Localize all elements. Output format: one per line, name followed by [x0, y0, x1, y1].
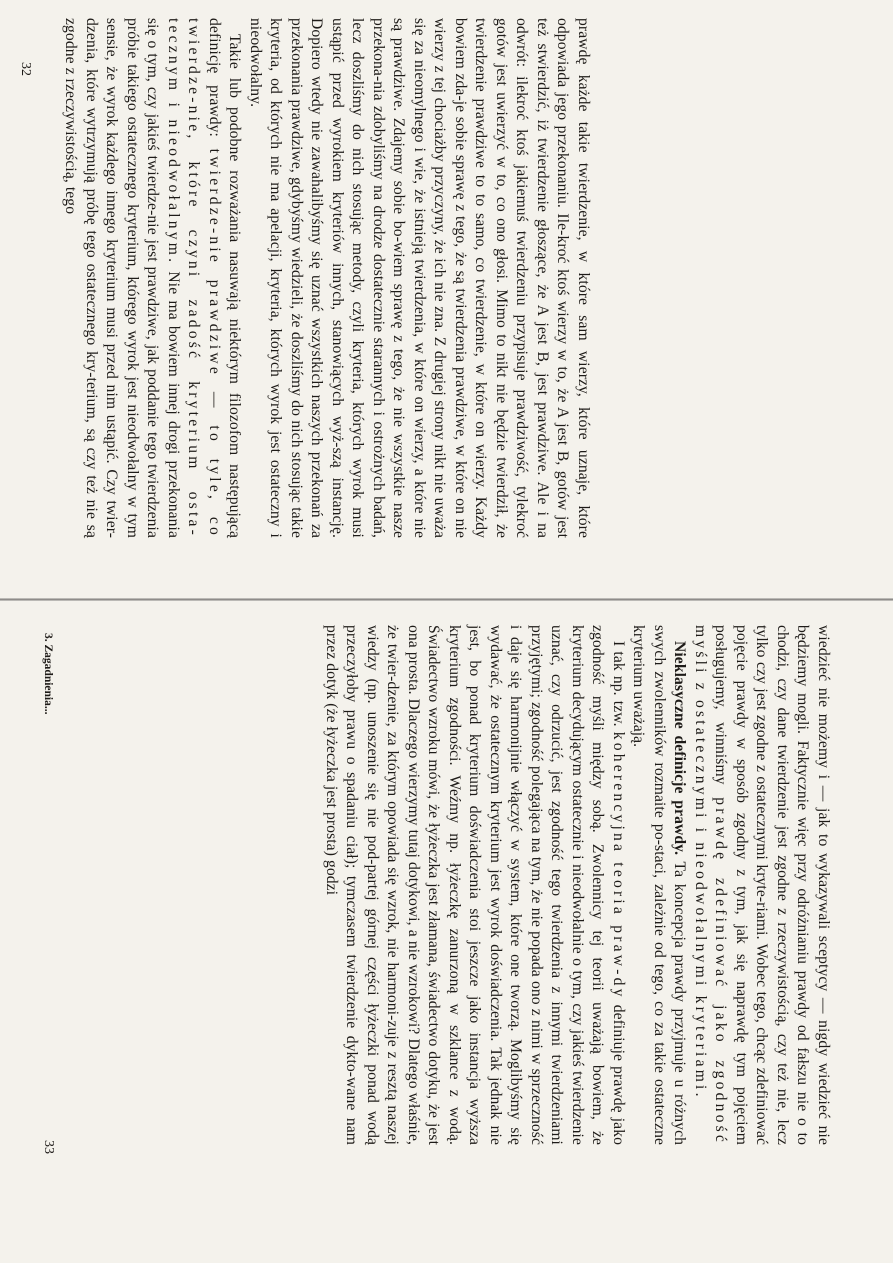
page-32-text [60, 18, 593, 538]
page-32-number-wrap [17, 62, 37, 76]
paragraph [690, 625, 834, 1145]
paragraph [60, 18, 245, 538]
paragraph [321, 625, 629, 1145]
text-run: wiedzieć nie możemy i — jak to wykazywali sceptycy — nigdy wiedzieć nie będziemy mogli. Faktycznie więc przy odróżnianiu prawdy od fałszu nie o to chodzi, czy dane twierdzenie jest zgodne z rzeczywistością, czy też nie, lecz tylko czy jest zgodne z ostatecznymi kryte-riami. Wobec tego, chcąc zdefiniować pojęcie prawdy w sposób zgodny z tym, jak się naprawdę tym pojęciem posługujemy, winniśmy [712, 625, 832, 1145]
page-number: 33 [41, 1140, 56, 1154]
text-run: I tak np. tzw. [610, 641, 627, 732]
paragraph [628, 625, 690, 1145]
text-run: Nie ma bowiem innej drogi przekonania się o tym, czy jakieś twierdze-nie jest prawdziwe, jak poddanie tego twierdzenia próbie takiego ostatecznego kryterium, którego wyrok jest nieodwołalny w tym sensie, że wyrok każdego innego kryterium musi przed nim ustąpić. Czy twier-dzenia, które wytrzymują próbę tego ostatecznego kry-terium, są czy też nie są zgodne z rzeczywistością, tego [62, 18, 182, 538]
page-33 [321, 625, 834, 1145]
section-heading: Nieklasyczne definicje prawdy. [671, 641, 689, 856]
spaced-emphasis: koherencyjna teoria praw-dy [610, 731, 627, 1000]
paragraph [245, 18, 594, 538]
spaced-emphasis: twierdze-nie prawdziwe — to tyle, co twierdze-nie, które czyni zadość kryterium osta-tecznym i nieodwołalnym. [165, 18, 223, 538]
page-32 [60, 18, 593, 538]
text-run: prawdę każde takie twierdzenie, w które sam wierzy, które uznaje, które odpowiada jego przekonaniu. Ile-kroć ktoś wierzy w to, że A jest B, gotów jest też stwierdzić, iż twierdzenie głoszące, że A jest B, jest prawdziwe. Ale i na odwrót: ilekroć ktoś jakiemuś twierdzeniu przypisuje prawdziwość, tylekroć gotów jest uwierzyć w to, co ono głosi. Mimo to nikt nie będzie twierdził, że twierdzenie prawdziwe to to samo, co twierdzenie, w które on wierzy. Każdy bowiem zda-je sobie sprawę z tego, że są twierdzenia prawdziwe, w które on nie wierzy z tej chociażby przyczyny, że ich nie zna. Z drugiej strony nikt nie uważa się za nieomylnego i wie, że istnieją twierdzenia, w które on wierzy, a które nie są prawdziwe. Zdajemy sobie bo-wiem sprawę z tego, że nie wszystkie nasze przekona-nia zdobyliśmy na drodze dostatecznie starannych i ostrożnych badań, lecz doszliśmy do nich stosując metody, czyli kryteria, których wyrok musi ustąpić przed wyrokiem kryteriów innych, stanowiących wyż-szą instancję. Dopiero wtedy nie zawahalibyśmy się uznać wszystkich naszych przekonań za przekonania prawdziwe, gdybyśmy wiedzieli, że doszliśmy do nich stosując takie kryteria, od których nie ma apelacji, kryteria, których wyrok jest ostateczny i nieodwołalny. [247, 18, 592, 538]
text-run: definiuje prawdę jako zgodność myśli między sobą. Zwolennicy tej teorii uważają bowiem, że kryterium decydującym ostatecznie i nieodwołalnie o tym, czy jakieś twierdzenie uznać, czy odrzucić, jest zgodność tego twierdzenia z innymi twierdzeniami przyjętymi; zgodność polegająca na tym, że nie popada ono z nimi w sprzeczność i daje się harmonijnie włączyć w system, które one tworzą. Moglibyśmy się wydawać, że ostatecznym kryterium jest wyrok doświadczenia. Tak jednak nie jest, bo ponad kryterium doświadczenia stoi jeszcze jako instancja wyższa kryterium zgodności. Weźmy np. łyżeczkę zanurzoną w szklance z wodą. Świadectwo wzroku mówi, że łyżeczka jest złamana, świadectwo dotyku, że jest ona prosta. Dlaczego wierzymy tutaj dotykowi, a nie wzrokowi? Dlatego właśnie, że twier-dzenie, za którym opowiada się wzrok, nie harmoni-zuje z resztą naszej wiedzy (np. unoszenie się nie pod-partej górnej części łyżeczki ponad wodą przeczyłoby prawu o spadaniu ciał); tymczasem twierdzenie dykto-wane nam przez dotyk (że łyżeczka jest prosta) godzi [323, 625, 627, 1145]
text-run: Ta koncepcja prawdy przyjmuje u różnych swych zwolenników rozmaite po-staci, zależnie od tego, co za takie ostateczne kryterium uważają. [630, 625, 689, 1146]
footnote-signature: 3. Zagadnienia... [42, 633, 54, 715]
page-number: 32 [18, 62, 33, 76]
page-33-text [321, 625, 834, 1145]
text-run: Takie lub podobne rozważania nasuwają niektórym filozofom następującą definicję prawdy: [206, 18, 244, 538]
spaced-emphasis: prawdę zdefiniować jako zgodność myśli z ostatecznymi i nieodwołalnymi kryteriami. [692, 625, 730, 1145]
book-gutter [0, 598, 893, 601]
footnote-wrap [41, 633, 60, 714]
page-33-number-wrap [40, 1140, 60, 1154]
